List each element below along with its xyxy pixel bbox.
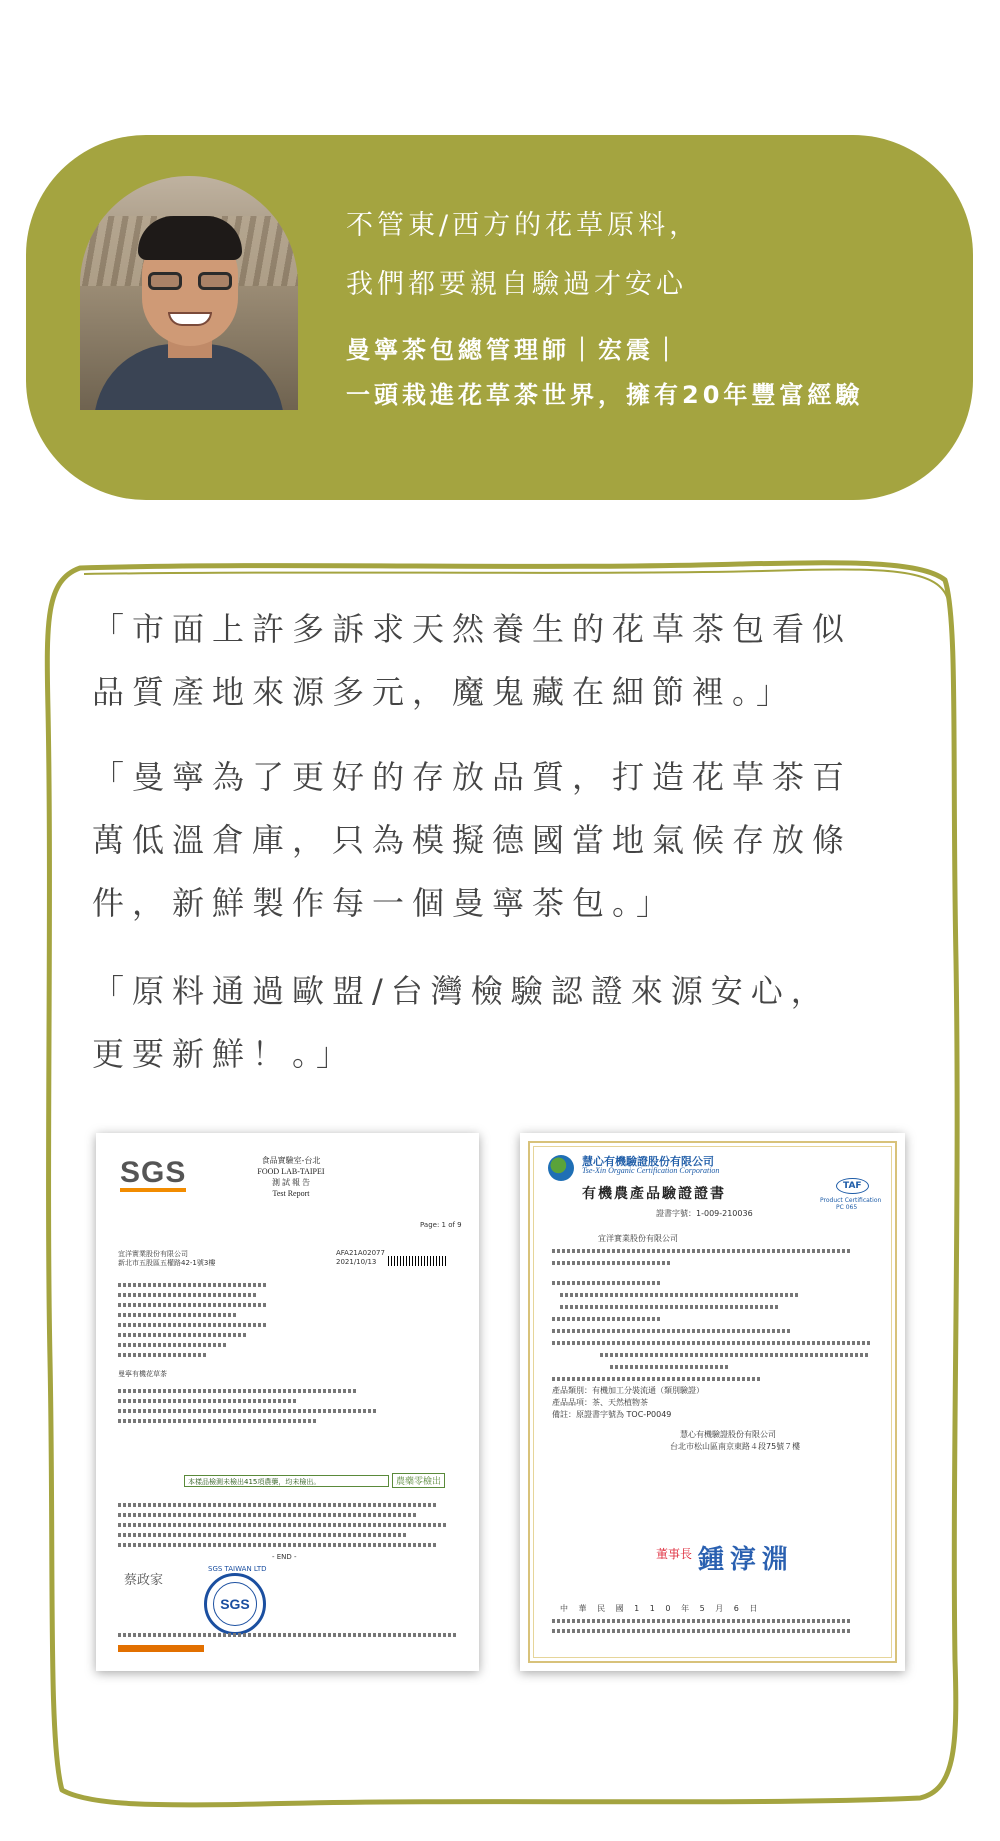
issue-date: 中 華 民 國 1 1 0 年 5 月 6 日 (560, 1604, 762, 1613)
quote-1-line-1: 「市面上許多訴求天然養生的花草茶包看似 (92, 610, 853, 648)
seal-ring-text: SGS TAIWAN LTD (208, 1565, 267, 1573)
sgs-footer-bar (118, 1645, 204, 1652)
certificate-body-lines (552, 1249, 852, 1253)
certificate-body-lines (552, 1377, 762, 1381)
certificate-body-lines (600, 1353, 870, 1357)
taf-code: PC 065 (836, 1204, 858, 1211)
certificate-body-lines (560, 1305, 780, 1309)
product-item: 產品品項：茶、天然植物茶 (552, 1398, 648, 1407)
report-date: 2021/10/13 (336, 1258, 377, 1266)
tea-manager-portrait (80, 176, 298, 410)
report-signer: 蔡政家 (124, 1573, 164, 1588)
quote-block-1 (92, 598, 852, 724)
client-address: 新北市五股區五權路42-1號3樓 (118, 1259, 216, 1267)
report-field-lines (118, 1409, 378, 1413)
report-field-lines (118, 1303, 268, 1307)
client-company: 宜洋實業股份有限公司 (118, 1250, 188, 1258)
certificate-body-lines (552, 1261, 672, 1265)
certificate-body-lines (552, 1341, 872, 1345)
certificate-body-lines (610, 1365, 730, 1369)
report-title-zh: 測 試 報 告 (272, 1178, 310, 1187)
issuer-name: 慧心有機驗證股份有限公司 (680, 1430, 776, 1439)
certificate-body-lines (552, 1329, 792, 1333)
sgs-seal-icon: SGS (204, 1573, 266, 1635)
quote-3-line-2: 更要新鮮！。」 (92, 1035, 357, 1073)
issuer-address: 台北市松山區南京東路４段75號７樓 (670, 1442, 801, 1451)
certificate-footnote-lines (552, 1629, 852, 1633)
report-notes-lines (118, 1503, 438, 1507)
lab-name-en: FOOD LAB-TAIPEI (257, 1167, 325, 1176)
toc-logo-icon (548, 1155, 574, 1181)
report-footer-lines (118, 1633, 458, 1637)
quote-block-3 (92, 960, 831, 1086)
report-field-lines (118, 1353, 208, 1357)
report-field-lines (118, 1323, 268, 1327)
product-category: 產品類別：有機加工分裝流通（類別驗證） (552, 1386, 704, 1395)
quote-3-line-1: 「原料通過歐盟/台灣檢驗認證來源安心， (92, 972, 831, 1010)
quote-2-line-2: 萬低溫倉庫，只為模擬德國當地氣候存放條 (92, 821, 853, 859)
quote-block-2 (92, 746, 852, 935)
lab-name-zh: 食品實驗室-台北 (261, 1156, 321, 1165)
banner-byline-line2: 一頭栽進花草茶世界，擁有20年豐富經驗 (346, 381, 864, 409)
report-notes-lines (118, 1543, 438, 1547)
chairman-label: 董事長 (656, 1547, 693, 1561)
report-field-lines (118, 1389, 358, 1393)
report-notes-lines (118, 1513, 418, 1517)
certificate-body-lines (552, 1317, 662, 1321)
quote-1-line-2: 品質產地來源多元，魔鬼藏在細節裡。」 (92, 673, 797, 711)
certifier-name-en: Tse-Xin Organic Certification Corporation (582, 1166, 720, 1175)
certificate-number: 證書字號：1-009-210036 (656, 1209, 753, 1218)
glasses-icon (148, 272, 232, 292)
taf-logo-icon: TAF (836, 1178, 869, 1194)
report-field-lines (118, 1293, 258, 1297)
result-note: 本樣品檢測未檢出415項農藥，均未檢出。 (188, 1478, 321, 1486)
report-field-lines (118, 1313, 238, 1317)
quote-2-line-1: 「曼寧為了更好的存放品質，打造花草茶百 (92, 758, 853, 796)
portrait-hair (138, 216, 242, 260)
certificate-body-lines (560, 1293, 800, 1297)
chairman-signature: 鍾淳淵 (698, 1545, 795, 1575)
report-number: AFA21A02077 (336, 1249, 385, 1257)
sgs-test-report (96, 1133, 479, 1671)
report-field-lines (118, 1399, 298, 1403)
report-field-lines (118, 1283, 268, 1287)
report-title-en: Test Report (272, 1189, 310, 1198)
sgs-logo: SGS (120, 1158, 186, 1192)
zero-pesticide-stamp: 農藥零檢出 (392, 1473, 445, 1488)
report-field-lines (118, 1343, 228, 1347)
barcode-icon (388, 1256, 448, 1266)
banner-byline-line1: 曼寧茶包總管理師｜宏震｜ (346, 336, 682, 364)
banner-headline-line2: 我們都要親自驗過才安心 (346, 269, 687, 300)
banner-headline-line1: 不管東/西方的花草原料， (346, 210, 701, 241)
original-cert-number: 備註：原證書字號為 TOC-P0049 (552, 1410, 672, 1419)
certificate-title: 有機農產品驗證證書 (582, 1186, 726, 1202)
certificate-footnote-lines (552, 1619, 852, 1623)
page-count: Page: 1 of 9 (420, 1221, 462, 1229)
quote-2-line-3: 件，新鮮製作每一個曼寧茶包。」 (92, 884, 677, 922)
certificate-holder: 宜洋實業股份有限公司 (598, 1234, 678, 1243)
report-field-lines (118, 1419, 318, 1423)
certificate-body-lines (552, 1281, 662, 1285)
sgs-report-header (216, 1155, 366, 1199)
report-end-mark: - END - (272, 1553, 297, 1561)
report-notes-lines (118, 1533, 408, 1537)
report-field-lines (118, 1333, 248, 1337)
organic-certificate (520, 1133, 905, 1671)
report-notes-lines (118, 1523, 448, 1527)
taf-caption: Product Certification (820, 1197, 882, 1204)
sample-name: 曼寧有機花草茶 (118, 1370, 167, 1378)
certifier-name-zh: 慧心有機驗證股份有限公司 (582, 1155, 714, 1168)
